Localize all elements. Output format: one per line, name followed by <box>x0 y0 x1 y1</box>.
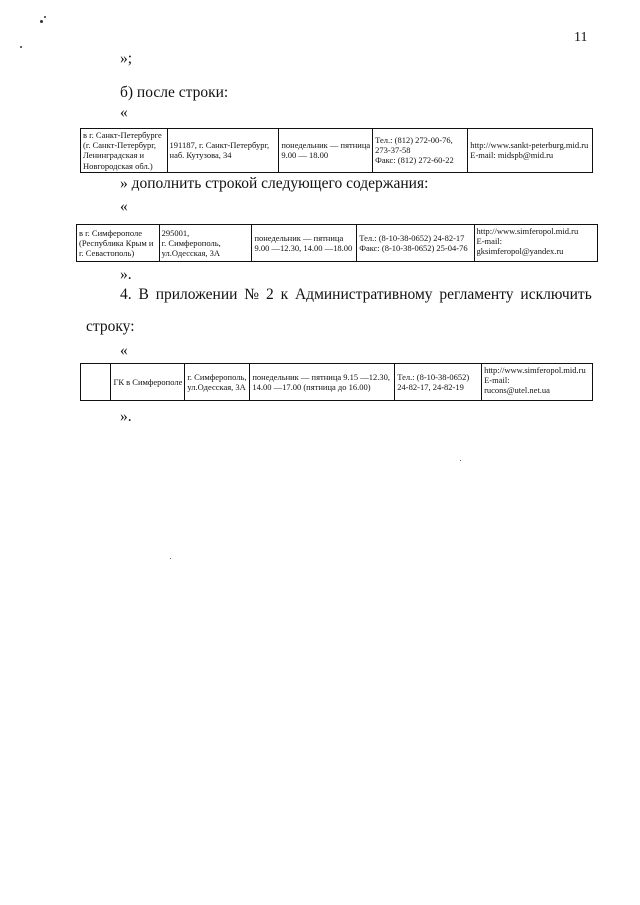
cell-line: 273-37-58 <box>375 145 411 156</box>
cell-city <box>81 129 168 173</box>
cell-line: 191187, г. Санкт-Петербург, <box>169 140 270 151</box>
cell-line: ул.Одесская, 3А <box>161 248 221 259</box>
cell-line: (г. Санкт-Петербург, <box>83 140 156 151</box>
cell-line: E-mail: midspb@mid.ru <box>470 150 554 161</box>
cell-line: gksimferopol@yandex.ru <box>476 246 564 257</box>
cell-line: rucons@utel.net.ua <box>484 385 550 396</box>
cell-line: ГК в Симферополе <box>113 376 183 387</box>
cell-line: 14.00 —17.00 (пятница до 16.00) <box>252 382 371 392</box>
scan-speck <box>44 16 46 18</box>
cell-line: E-mail: <box>476 236 503 247</box>
supplement-line: » дополнить строкой следующего содержания: <box>120 175 429 192</box>
table-simferopol-new <box>76 224 598 262</box>
cell-hours <box>279 129 373 173</box>
table-row <box>77 225 598 262</box>
cell-line: (Республика Крым и <box>79 237 154 248</box>
cell-line: ул.Одесская, 3А <box>187 382 246 392</box>
cell-city <box>77 225 160 262</box>
cell-web <box>482 364 593 401</box>
cell-empty <box>81 364 111 401</box>
closing-quote-2: ». <box>120 266 132 283</box>
closing-quote-3: ». <box>120 408 132 425</box>
scan-speck <box>20 46 22 48</box>
cell-line: Новгородская обл.) <box>83 160 153 171</box>
scan-speck <box>40 20 43 23</box>
cell-line: http://www.simferopol.mid.ru <box>484 365 586 375</box>
scan-speck <box>460 460 461 461</box>
cell-line: 24-82-17, 24-82-19 <box>397 382 464 392</box>
open-quote-3: « <box>120 342 128 359</box>
page-number: 11 <box>574 30 588 45</box>
paragraph-4-line-2: строку: <box>86 318 135 335</box>
cell-line: в г. Симферополе <box>79 227 142 238</box>
cell-line: 9.00 — 18.00 <box>281 150 329 161</box>
table-st-petersburg <box>80 128 593 173</box>
cell-line: http://www.simferopol.mid.ru <box>476 226 579 236</box>
cell-line: Тел.: (8-10-38-0652) <box>397 371 470 382</box>
cell-phones <box>373 129 468 173</box>
cell-line: понедельник — пятница <box>254 232 344 243</box>
cell-phones <box>357 225 474 262</box>
cell-line: Факс: (812) 272-60-22 <box>375 155 454 166</box>
cell-line: http://www.sankt-peterburg.mid.ru <box>470 140 589 151</box>
open-quote-1: « <box>120 104 128 121</box>
cell-web <box>468 129 593 173</box>
cell-line: Факс: (8-10-38-0652) 25-04-76 <box>359 243 468 253</box>
table-row <box>81 129 593 173</box>
table-simferopol-remove <box>80 363 593 401</box>
cell-hours <box>250 364 395 401</box>
cell-address <box>167 129 279 173</box>
cell-line: г. Симферополь, <box>187 371 247 382</box>
open-quote-2: « <box>120 198 128 215</box>
closing-quote-1: »; <box>120 50 133 67</box>
cell-line: г. Симферополь, <box>161 237 221 248</box>
cell-line: г. Севастополь) <box>79 248 135 259</box>
cell-line: 295001, <box>161 227 190 238</box>
cell-hours <box>252 225 357 262</box>
table-row <box>81 364 593 401</box>
cell-line: E-mail: <box>484 375 510 386</box>
cell-address <box>159 225 252 262</box>
cell-name <box>111 364 185 401</box>
cell-line: Ленинградская и <box>83 150 145 161</box>
cell-line: 9.00 —12.30, 14.00 —18.00 <box>254 243 353 253</box>
cell-line: Тел.: (8-10-38-0652) 24-82-17 <box>359 232 465 243</box>
cell-line: понедельник — пятница 9.15 —12.30, <box>252 371 391 382</box>
cell-line: Тел.: (812) 272-00-76, <box>375 135 453 146</box>
cell-address <box>185 364 250 401</box>
cell-web <box>474 225 597 262</box>
cell-line: наб. Кутузова, 34 <box>169 150 232 161</box>
cell-phones <box>395 364 482 401</box>
cell-line: понедельник — пятница <box>281 140 371 151</box>
heading-b: б) после строки: <box>120 84 229 101</box>
paragraph-4-line-1: 4. В приложении № 2 к Административному регламенту исключить <box>120 286 592 303</box>
cell-line: в г. Санкт-Петербурге <box>83 130 162 140</box>
scan-speck <box>170 558 171 559</box>
